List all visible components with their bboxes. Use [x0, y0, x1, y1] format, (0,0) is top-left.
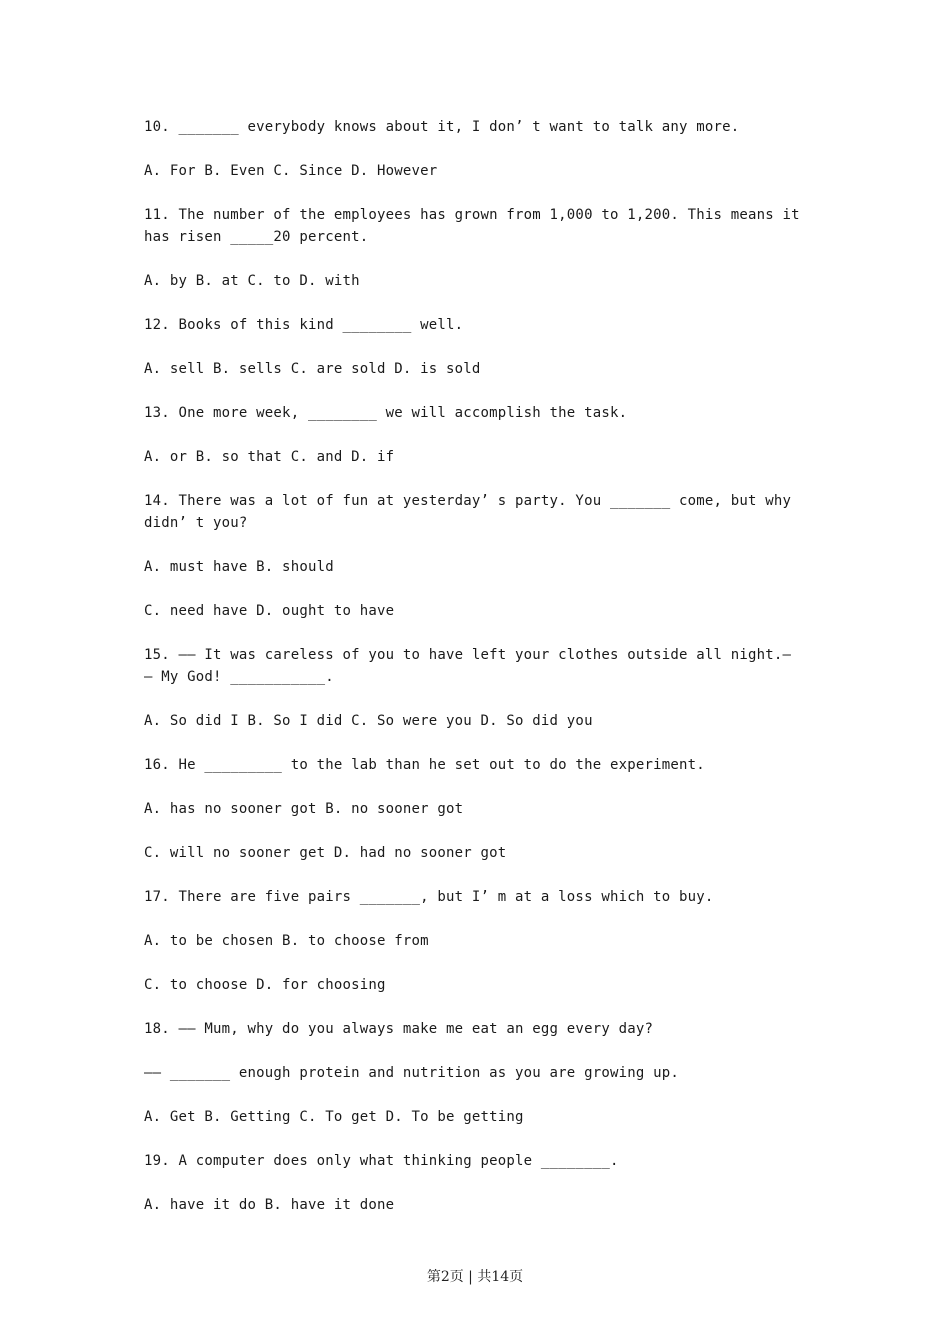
question-14-stem-line2: didn’ t you? — [144, 515, 248, 531]
question-16-stem: 16. He _________ to the lab than he set out to do the experiment. — [144, 757, 705, 773]
question-12-stem: 12. Books of this kind ________ well. — [144, 317, 464, 333]
question-14-options-line2: C. need have D. ought to have — [144, 603, 395, 619]
question-13-stem: 13. One more week, ________ we will accomplish the task. — [144, 405, 628, 421]
question-17-options-line1: A. to be chosen B. to choose from — [144, 933, 429, 949]
question-16-options-line1: A. has no sooner got B. no sooner got — [144, 801, 464, 817]
question-14-options-line1: A. must have B. should — [144, 559, 334, 575]
question-19-stem: 19. A computer does only what thinking people ________. — [144, 1153, 619, 1169]
question-11-options: A. by B. at C. to D. with — [144, 273, 360, 289]
question-18-options: A. Get B. Getting C. To get D. To be getting — [144, 1109, 524, 1125]
question-10-stem: 10. _______ everybody knows about it, I don’ t want to talk any more. — [144, 119, 740, 135]
question-15-options: A. So did I B. So I did C. So were you D. So did you — [144, 713, 593, 729]
question-17-stem: 17. There are five pairs _______, but I’ m at a loss which to buy. — [144, 889, 714, 905]
question-17-options-line2: C. to choose D. for choosing — [144, 977, 386, 993]
question-12-options: A. sell B. sells C. are sold D. is sold — [144, 361, 481, 377]
question-15-stem-line2: — My God! ___________. — [144, 669, 334, 685]
question-13-options: A. or B. so that C. and D. if — [144, 449, 395, 465]
question-18-stem-line1: 18. —— Mum, why do you always make me eat an egg every day? — [144, 1021, 654, 1037]
question-15-stem-line1: 15. —— It was careless of you to have left your clothes outside all night.— — [144, 647, 792, 663]
question-18-stem-line2: —— _______ enough protein and nutrition as you are growing up. — [144, 1065, 679, 1081]
question-19-options: A. have it do B. have it done — [144, 1197, 395, 1213]
question-16-options-line2: C. will no sooner get D. had no sooner got — [144, 845, 507, 861]
question-11-stem-line1: 11. The number of the employees has grown from 1,000 to 1,200. This means it — [144, 207, 800, 223]
question-11-stem-line2: has risen _____20 percent. — [144, 229, 369, 245]
question-14-stem-line1: 14. There was a lot of fun at yesterday’ s party. You _______ come, but why — [144, 493, 792, 509]
page-number-footer: 第2页 | 共14页 — [426, 1269, 524, 1285]
question-10-options: A. For B. Even C. Since D. However — [144, 163, 438, 179]
